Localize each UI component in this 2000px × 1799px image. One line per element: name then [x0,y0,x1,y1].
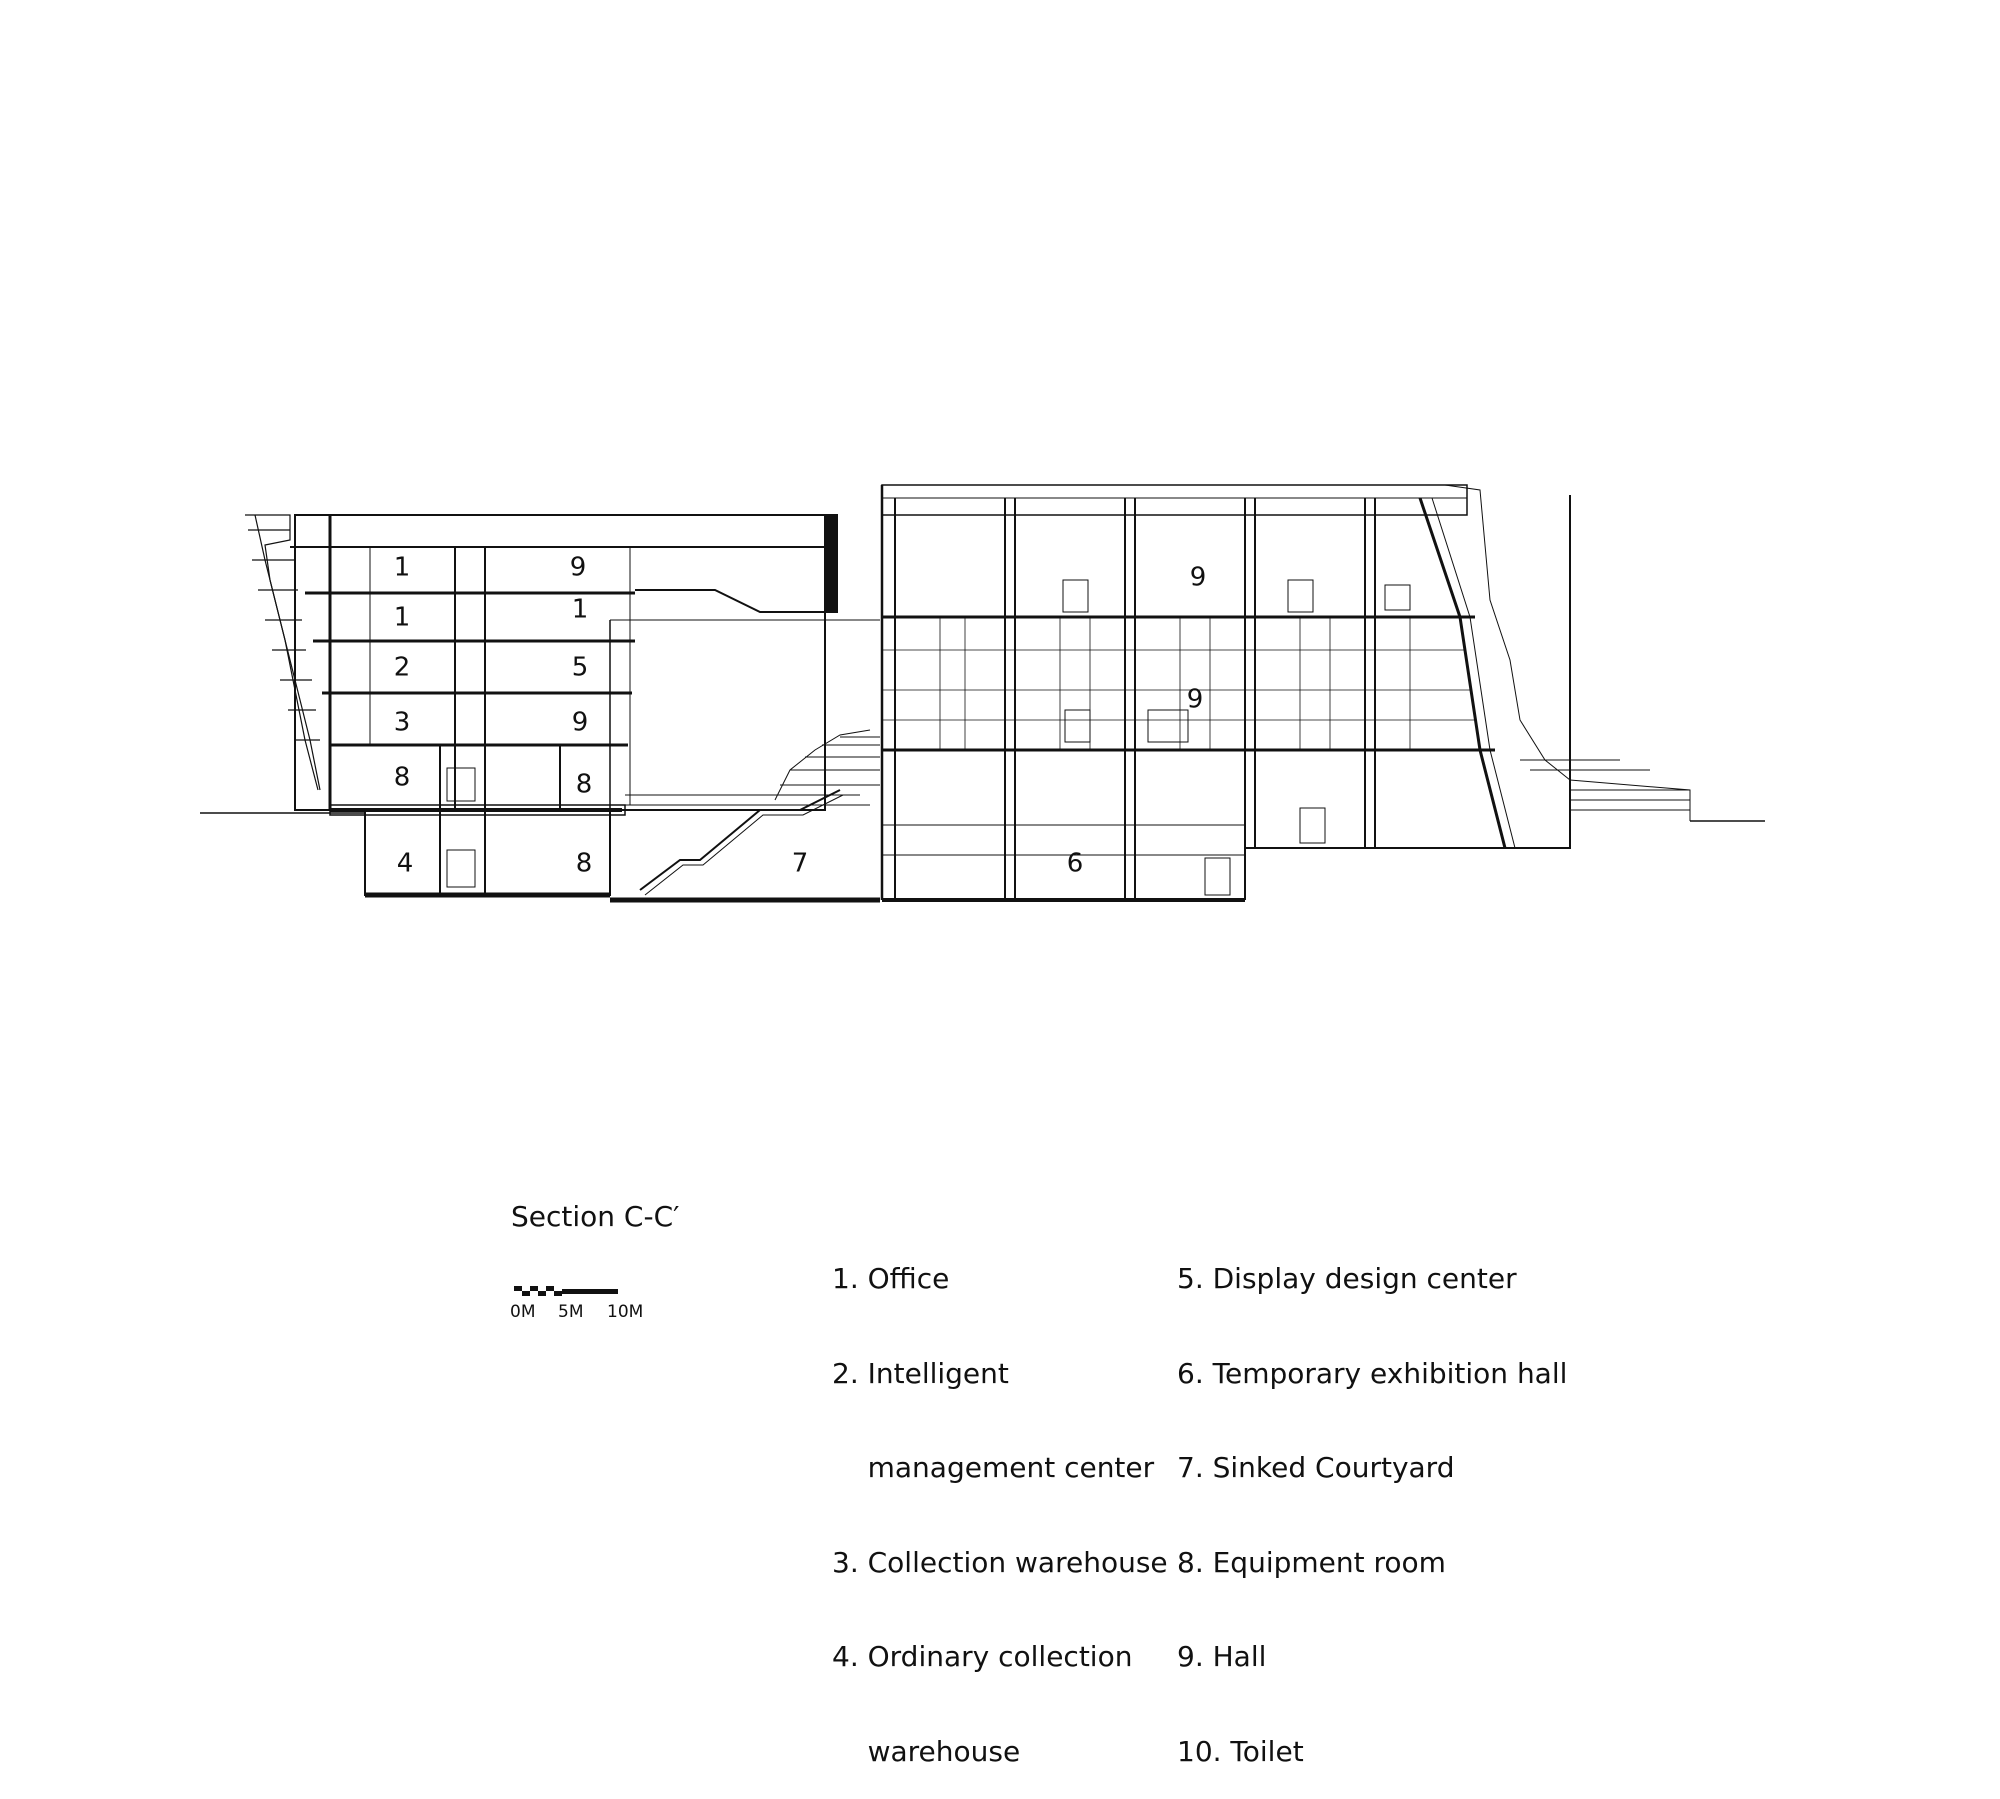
legend-item: warehouse [832,1734,1021,1768]
legend-item: 2. Intelligent [832,1356,1009,1390]
legend-item: 6. Temporary exhibition hall [1177,1356,1568,1390]
room-tag: 7 [791,848,809,879]
scale-label: 5M [558,1302,584,1322]
room-tag: 9 [569,552,587,583]
legend-item: 9. Hall [1177,1640,1267,1673]
room-tag: 8 [393,762,411,793]
legend-item: 5. Display design center [1177,1262,1517,1295]
room-tag: 9 [1186,684,1204,715]
legend-item: 3. Collection warehouse [832,1545,1168,1579]
room-tag: 1 [393,602,411,633]
courtyard [610,620,880,900]
legend-item: 1. Office [832,1262,950,1295]
room-tag: 8 [575,769,593,800]
west-terrace-steps [245,515,320,790]
legend-column-2 [1177,1200,1567,1799]
legend-item: 7. Sinked Courtyard [1177,1451,1455,1484]
room-tag: 2 [393,652,411,683]
room-tag: 4 [396,848,414,879]
room-tag: 9 [1189,562,1207,593]
room-tag: 9 [571,707,589,738]
room-tag: 1 [571,594,589,625]
east-terrace-steps [1445,485,1690,821]
section-title: Section C-C′ [511,1200,680,1233]
room-tag: 6 [1066,848,1084,879]
legend-item: 10. Toilet [1177,1734,1304,1768]
room-tag: 1 [393,552,411,583]
scale-bar [514,1284,624,1298]
room-tag: 3 [393,707,411,738]
scale-label: 10M [607,1302,644,1322]
scale-label: 0M [510,1302,536,1322]
east-block-frame [882,485,1467,515]
bridge-end-wall [825,515,837,612]
legend-column-1 [832,1200,1168,1799]
bridge-ramp [635,590,825,612]
legend-item: management center [832,1451,1155,1484]
room-tag: 8 [575,848,593,879]
legend-item: 4. Ordinary collection [832,1640,1133,1673]
legend-item: 8. Equipment room [1177,1545,1446,1579]
room-tag: 5 [571,652,589,683]
